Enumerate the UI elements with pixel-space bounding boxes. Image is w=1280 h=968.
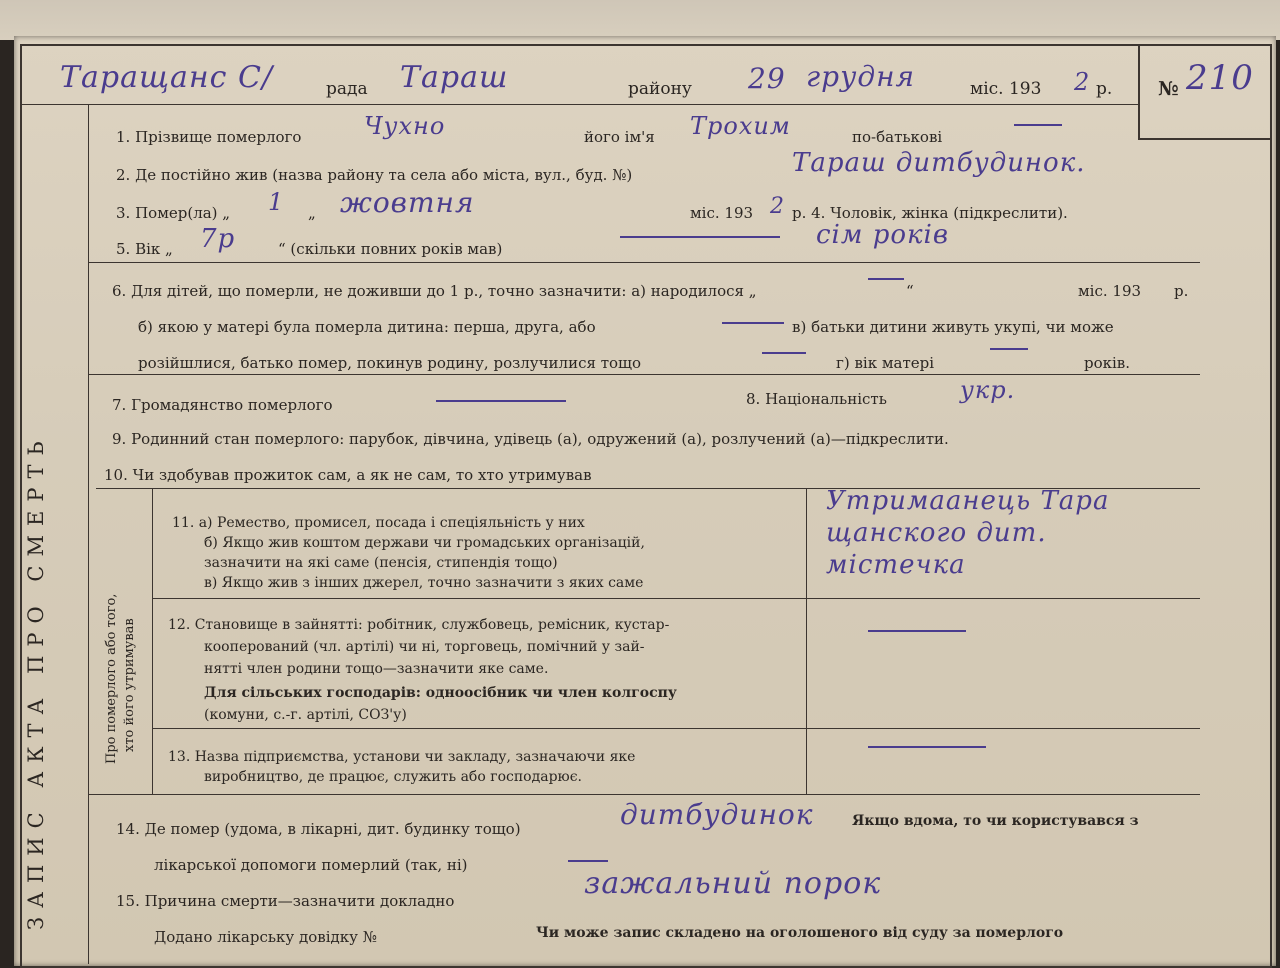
field-1-patronymic-dash: [1014, 124, 1062, 126]
field-5-label: 5. Вік „: [116, 240, 173, 258]
field-11-answer-line-2: щанского дит.: [826, 518, 1047, 548]
field-7-label: 7. Громадянство померлого: [112, 396, 333, 414]
field-3-month: жовтня: [340, 186, 475, 219]
field-14-label: 14. Де помер (удома, в лікарні, дит. будинку тощо): [116, 820, 521, 838]
council-label: рада: [326, 79, 368, 99]
field-6-dash-1: [868, 278, 904, 280]
field-1-patronymic-label: по-батькові: [852, 128, 943, 146]
field-7-dash: [436, 400, 566, 402]
subsection-vertical: [152, 488, 153, 794]
section-divider-4: [88, 794, 1200, 795]
field-12-dash: [868, 630, 966, 632]
field-3-year-digit: 2: [770, 194, 785, 219]
field-12-line-1: 12. Становище в зайнятті: робітник, службовець, ремісник, кустар-: [168, 617, 670, 633]
field-6-years: років.: [1084, 354, 1131, 372]
field-2-residence: Тараш дитбудинок.: [792, 148, 1086, 178]
field-6-month: міс. 193: [1078, 282, 1142, 300]
field-15-cause: зажальний порок: [584, 866, 882, 901]
field-8-label: 8. Національність: [746, 390, 887, 408]
header-underline: [20, 104, 1138, 105]
field-9-label: 9. Родинний стан померлого: парубок, дівчина, удівець (а), одружений (а), розлучений (а)—підкреслити.: [112, 430, 949, 448]
field-1-name: Трохим: [690, 112, 791, 140]
side-subtitle-1: Про померлого або того,: [104, 593, 119, 764]
field-3-day: 1: [268, 188, 285, 216]
field-11-c: в) Якщо жив з інших джерел, точно зазначити з яких саме: [204, 575, 644, 591]
field-6-label: 6. Для дітей, що померли, не доживши до 1 р., точно зазначити: а) народилося „: [112, 282, 757, 300]
field-3-gender-label: р. 4. Чоловік, жінка (підкреслити).: [792, 204, 1068, 222]
field-6-g: г) вік матері: [836, 354, 935, 372]
field-11-b2: зазначити на які саме (пенсія, стипендія тощо): [204, 555, 558, 571]
field-6-dash-2: [722, 322, 784, 324]
field-10-label: 10. Чи здобував прожиток сам, а як не сам, то хто утримував: [104, 466, 592, 484]
field-3-quote: „: [308, 204, 316, 222]
field-8-nationality: укр.: [960, 376, 1016, 404]
row-divider-12: [152, 728, 1200, 729]
field-15-label: 15. Причина смерти—зазначити докладно: [116, 892, 455, 910]
side-subtitle-2: хто його утримував: [122, 618, 137, 752]
field-12-line-4: Для сільських господарів: одноосібник чи член колгоспу: [204, 685, 677, 701]
header-month-label: міс. 193: [970, 79, 1042, 99]
medical-certificate-label: Додано лікарську довідку №: [154, 928, 377, 946]
field-5-note: “ (скільки повних років мав): [278, 240, 503, 258]
field-3-month-label: міс. 193: [690, 204, 754, 222]
field-14-line-2: лікарської допомоги померлий (так, ні): [154, 856, 468, 874]
field-1-name-label: його ім'я: [584, 128, 655, 146]
header-month: грудня: [806, 60, 916, 93]
answer-column-divider: [806, 488, 807, 794]
field-13-dash: [868, 746, 986, 748]
field-6-b: б) якою у матері була померла дитина: перша, друга, або: [138, 318, 596, 336]
section-divider-1: [88, 262, 1200, 263]
field-2-label: 2. Де постійно жив (назва району та села або міста, вул., буд. №): [116, 166, 633, 184]
field-6-dash-3: [762, 352, 806, 354]
field-1-surname: Чухно: [364, 112, 446, 140]
record-number-label: №: [1158, 78, 1179, 100]
field-6-dash-4: [990, 348, 1028, 350]
side-column-divider: [88, 104, 89, 964]
district-label: району: [628, 79, 692, 99]
scan-top-strip: [0, 0, 1280, 40]
field-11-answer-line-3: містечка: [826, 550, 966, 580]
field-6-v: в) батьки дитини живуть укупі, чи може: [792, 318, 1114, 336]
field-5-age: 7р: [200, 224, 236, 254]
field-11-a: 11. а) Ремество, промисел, посада і спеціяльність у них: [172, 515, 585, 531]
field-11-answer-line-1: Утримаанець Тара: [826, 486, 1110, 516]
field-14-place: дитбудинок: [620, 798, 814, 831]
field-14-right: Якщо вдома, то чи користувався з: [852, 813, 1139, 829]
district-handwritten: Тараш: [400, 60, 509, 95]
section-divider-2: [88, 374, 1200, 375]
side-title: ЗАПИС АКТА ПРО СМЕРТЬ: [24, 432, 48, 930]
field-13-line-2: виробництво, де працює, служить або господарює.: [204, 769, 583, 785]
header-year-suffix: р.: [1096, 79, 1113, 99]
field-14-dash: [568, 860, 608, 862]
field-13-line-1: 13. Назва підприємства, установи чи закладу, зазначаючи яке: [168, 749, 636, 765]
field-3-label: 3. Помер(ла) „: [116, 204, 231, 222]
court-declaration-label: Чи може запис складено на оголошеного від суду за померлого: [536, 925, 1064, 941]
field-6-c: розійшлися, батько помер, покинув родину, розлучилися тощо: [138, 354, 642, 372]
field-1-label: 1. Прізвище померлого: [116, 128, 302, 146]
row-divider-11: [152, 598, 1200, 599]
field-12-line-5: (комуни, с.-г. артілі, СОЗ'у): [204, 707, 407, 723]
field-11-b1: б) Якщо жив коштом держави чи громадських організацій,: [204, 535, 645, 551]
field-6-quote: “: [906, 282, 914, 300]
field-5-age-words: сім років: [816, 220, 949, 250]
header-day: 29: [748, 62, 786, 95]
field-12-line-2: кооперований (чл. артілі) чи ні, торговець, помічний у зай-: [204, 639, 645, 655]
field-12-line-3: нятті член родини тощо—зазначити яке саме.: [204, 661, 549, 677]
field-5-dash: [620, 236, 780, 238]
header-year-digit: 2: [1074, 68, 1091, 96]
field-6-suffix: р.: [1174, 282, 1189, 300]
record-number: 210: [1186, 58, 1254, 98]
council-handwritten: Таращанс С/: [60, 60, 274, 95]
